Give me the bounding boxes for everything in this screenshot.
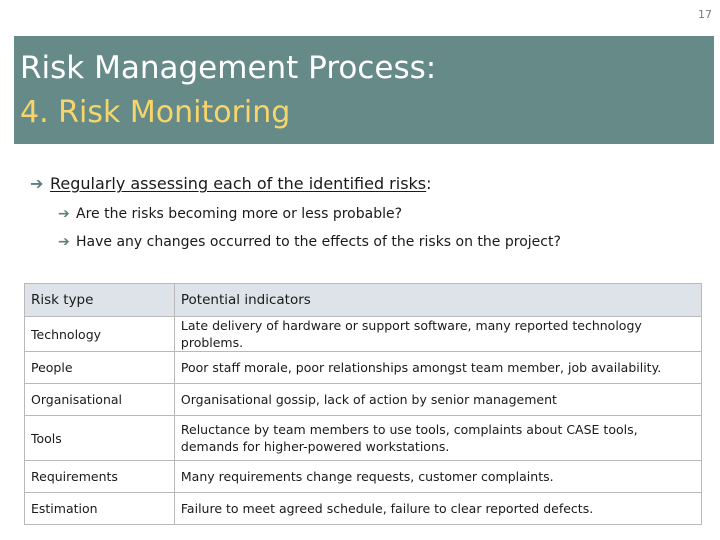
risk-type-cell: People	[25, 352, 175, 384]
risk-type-cell: Estimation	[25, 493, 175, 525]
risk-type-cell: Tools	[25, 416, 175, 461]
indicator-cell: Many requirements change requests, customer complaints.	[174, 461, 701, 493]
main-bullet-suffix: :	[426, 174, 432, 193]
arrow-right-icon: ➔	[30, 174, 44, 193]
table-row	[25, 317, 702, 352]
sub-bullet	[58, 206, 402, 222]
table-row	[25, 352, 702, 384]
arrow-right-icon: ➔	[58, 234, 70, 250]
main-bullet	[30, 174, 432, 193]
table-row	[25, 416, 702, 461]
risk-type-cell: Technology	[25, 317, 175, 352]
table-row	[25, 493, 702, 525]
sub-bullet-text: Have any changes occurred to the effects of the risks on the project?	[76, 234, 561, 250]
slide-title: Risk Management Process:	[20, 50, 437, 86]
arrow-right-icon: ➔	[58, 206, 70, 222]
table-header-row	[25, 284, 702, 317]
risk-indicators-table	[24, 283, 702, 525]
table-row	[25, 384, 702, 416]
column-header-potential-indicators: Potential indicators	[174, 284, 701, 317]
title-band	[14, 36, 714, 144]
slide-number: 17	[698, 8, 712, 21]
indicator-cell: Reluctance by team members to use tools, complaints about CASE tools, demands for higher-powered workstations.	[174, 416, 701, 461]
indicator-cell: Late delivery of hardware or support software, many reported technology problems.	[174, 317, 701, 352]
risk-type-cell: Requirements	[25, 461, 175, 493]
sub-bullet	[58, 234, 561, 250]
indicator-cell: Poor staff morale, poor relationships amongst team member, job availability.	[174, 352, 701, 384]
column-header-risk-type: Risk type	[25, 284, 175, 317]
slide-subtitle: 4. Risk Monitoring	[20, 95, 291, 130]
indicator-cell: Failure to meet agreed schedule, failure to clear reported defects.	[174, 493, 701, 525]
risk-type-cell: Organisational	[25, 384, 175, 416]
main-bullet-text: Regularly assessing each of the identified risks	[50, 174, 427, 193]
table-row	[25, 461, 702, 493]
indicator-cell: Organisational gossip, lack of action by senior management	[174, 384, 701, 416]
sub-bullet-text: Are the risks becoming more or less probable?	[76, 206, 403, 222]
